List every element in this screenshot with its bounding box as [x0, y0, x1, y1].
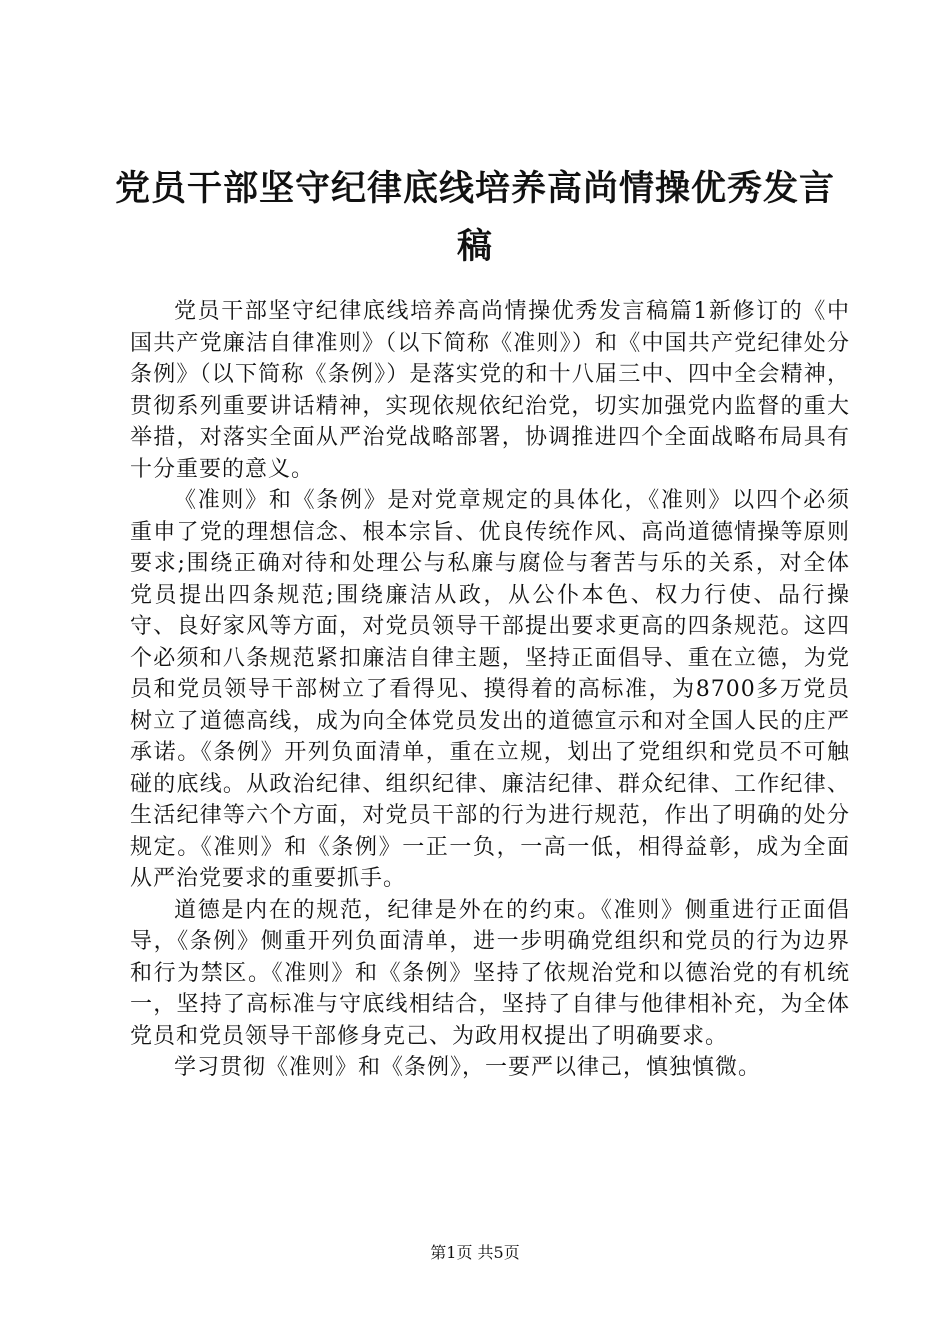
- paragraph-2: 《准则》和《条例》是对党章规定的具体化，《准则》以四个必须重申了党的理想信念、根本宗旨、优良传统作风、高尚道德情操等原则要求;围绕正确对待和处理公与私廉与腐俭与奢苦与乐的关系，对全体党员提出四条规范;围绕廉洁从政，从公仆本色、权力行使、品行操守、良好家风等方面，对党员领导干部提出要求更高的四条规范。这四个必须和八条规范紧扣廉洁自律主题，坚持正面倡导、重在立德，为党员和党员领导干部树立了看得见、摸得着的高标准，为8700多万党员树立了道德高线，成为向全体党员发出的道德宣示和对全国人民的庄严承诺。《条例》开列负面清单，重在立规，划出了党组织和党员不可触碰的底线。从政治纪律、组织纪律、廉洁纪律、群众纪律、工作纪律、生活纪律等六个方面，对党员干部的行为进行规范，作出了明确的处分规定。《准则》和《条例》一正一负，一高一低，相得益彰，成为全面从严治党要求的重要抓手。: [130, 488, 850, 891]
- document-title: 党员干部坚守纪律底线培养高尚情操优秀发言稿: [114, 169, 835, 267]
- paragraph-3: 道德是内在的规范，纪律是外在的约束。《准则》侧重进行正面倡导，《条例》侧重开列负面清单，进一步明确党组织和党员的行为边界和行为禁区。《准则》和《条例》坚持了依规治党和以德治党的有机统一，坚持了高标准与守底线相结合，坚持了自律与他律相补充，为全体党员和党员领导干部修身克己、为政用权提出了明确要求。: [130, 897, 850, 1049]
- paragraph-4: 学习贯彻《准则》和《条例》，一要严以律己，慎独慎微。: [174, 1055, 762, 1080]
- document-body: [130, 296, 850, 1084]
- page-footer: 第1页 共5页: [430, 1243, 520, 1262]
- paragraph-1: 党员干部坚守纪律底线培养高尚情操优秀发言稿篇1新修订的《中国共产党廉洁自律准则》（以下简称《准则》）和《中国共产党纪律处分条例》（以下简称《条例》）是落实党的和十八届三中、四中全会精神，贯彻系列重要讲话精神，实现依规依纪治党，切实加强党内监督的重大举措，对落实全面从严治党战略部署，协调推进四个全面战略布局具有十分重要的意义。: [130, 299, 850, 482]
